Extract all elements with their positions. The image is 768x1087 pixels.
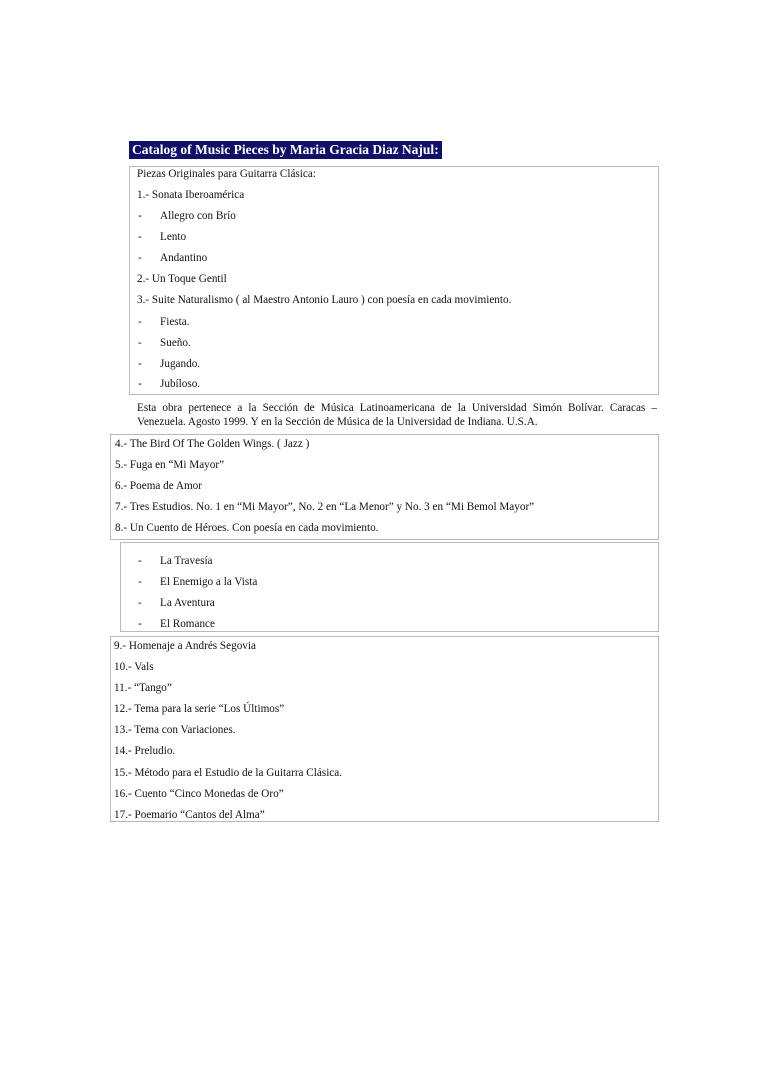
movement-item: Jugando. xyxy=(160,358,201,370)
list-item: 8.- Un Cuento de Héroes. Con poesía en cada movimiento. xyxy=(115,522,379,534)
list-dash: - xyxy=(138,316,142,328)
list-item: 4.- The Bird Of The Golden Wings. ( Jazz ) xyxy=(115,438,310,450)
list-dash: - xyxy=(138,555,142,567)
list-item: 15.- Método para el Estudio de la Guitarra Clásica. xyxy=(114,767,343,779)
movement-item: El Romance xyxy=(160,618,215,630)
list-item: 3.- Suite Naturalismo ( al Maestro Antonio Lauro ) con poesía en cada movimiento. xyxy=(137,294,512,306)
list-dash: - xyxy=(138,576,142,588)
list-dash: - xyxy=(138,337,142,349)
list-dash: - xyxy=(138,231,142,243)
list-item: 17.- Poemario “Cantos del Alma” xyxy=(114,809,265,821)
list-dash: - xyxy=(138,252,142,264)
movement-item: Jubíloso. xyxy=(160,378,201,390)
document-title: Catalog of Music Pieces by Maria Gracia Diaz Najul: xyxy=(129,141,442,159)
section-header: Piezas Originales para Guitarra Clásica: xyxy=(137,168,316,180)
list-dash: - xyxy=(138,358,142,370)
movement-item: Fiesta. xyxy=(160,316,190,328)
list-dash: - xyxy=(138,597,142,609)
list-item: 13.- Tema con Variaciones. xyxy=(114,724,236,736)
list-item: 2.- Un Toque Gentil xyxy=(137,273,227,285)
movement-item: Sueño. xyxy=(160,337,191,349)
note-paragraph: Esta obra pertenece a la Sección de Música Latinoamericana de la Universidad Simón Bolívar. Caracas – Venezuela. Agosto 1999. Y en la Sección de Música de la Universidad de Indiana. U.S.A. xyxy=(137,402,657,428)
list-item: 7.- Tres Estudios. No. 1 en “Mi Mayor”, No. 2 en “La Menor” y No. 3 en “Mi Bemol Mayor” xyxy=(115,501,535,513)
list-item: 6.- Poema de Amor xyxy=(115,480,202,492)
list-item: 1.- Sonata Iberoamérica xyxy=(137,189,245,201)
list-item: 14.- Preludio. xyxy=(114,745,176,757)
list-dash: - xyxy=(138,378,142,390)
movement-item: La Travesía xyxy=(160,555,213,567)
list-dash: - xyxy=(138,210,142,222)
movement-item: Lento xyxy=(160,231,187,243)
movement-item: Andantino xyxy=(160,252,208,264)
list-item: 9.- Homenaje a Andrés Segovia xyxy=(114,640,256,652)
movement-item: Allegro con Brío xyxy=(160,210,236,222)
movement-item: El Enemigo a la Vista xyxy=(160,576,258,588)
list-item: 11.- “Tango” xyxy=(114,682,172,694)
list-item: 10.- Vals xyxy=(114,661,154,673)
movement-item: La Aventura xyxy=(160,597,215,609)
list-item: 16.- Cuento “Cinco Monedas de Oro” xyxy=(114,788,284,800)
list-item: 12.- Tema para la serie “Los Últimos” xyxy=(114,703,285,715)
list-dash: - xyxy=(138,618,142,630)
list-item: 5.- Fuga en “Mi Mayor” xyxy=(115,459,225,471)
